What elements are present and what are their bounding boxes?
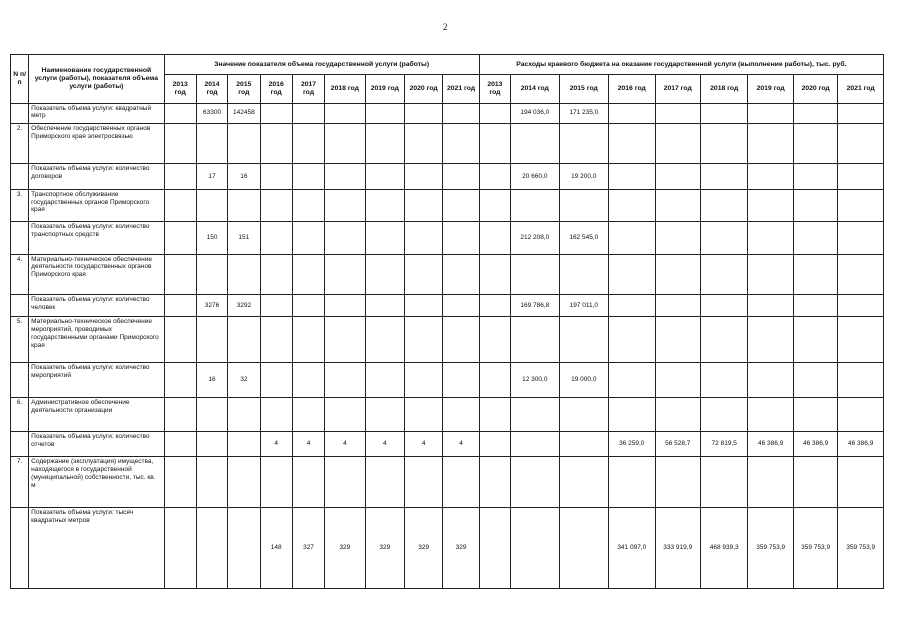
volume-cell [404, 317, 442, 363]
budget-cell: 12 300,0 [511, 363, 559, 398]
row-number: 2. [11, 123, 29, 164]
header-budget-year: 2016 год [609, 75, 655, 103]
volume-cell [228, 317, 260, 363]
budget-cell [793, 363, 837, 398]
budget-cell [479, 431, 510, 456]
budget-cell [700, 189, 747, 221]
budget-cell [609, 189, 655, 221]
volume-cell: 148 [260, 507, 292, 588]
row-number: 6. [11, 398, 29, 431]
volume-cell [443, 295, 479, 317]
table-row [11, 103, 884, 123]
budget-cell [559, 123, 609, 164]
volume-cell [365, 295, 404, 317]
row-name: Содержание (эксплуатация) имущества, находящегося в государственной (муниципальной) собственности, тыс. кв. м [29, 457, 164, 508]
header-budget-year: 2020 год [793, 75, 837, 103]
volume-cell [260, 164, 292, 189]
volume-cell [404, 222, 442, 254]
budget-cell [793, 103, 837, 123]
budget-cell [838, 398, 884, 431]
header-budget-year: 2019 год [748, 75, 793, 103]
volume-cell [292, 222, 324, 254]
header-volume-year: 2015 год [228, 75, 260, 103]
volume-cell [228, 254, 260, 295]
volume-cell [260, 295, 292, 317]
budget-cell [655, 363, 700, 398]
volume-cell [292, 363, 324, 398]
volume-cell [365, 398, 404, 431]
volume-cell [443, 189, 479, 221]
volume-cell [443, 254, 479, 295]
volume-cell [325, 123, 365, 164]
volume-cell [292, 254, 324, 295]
header-name: Наименование государственной услуги (работы), показателя объема услуги (работы) [29, 55, 164, 104]
budget-cell [559, 189, 609, 221]
volume-cell [196, 123, 227, 164]
budget-cell [793, 164, 837, 189]
volume-cell [164, 363, 196, 398]
budget-cell: 56 528,7 [655, 431, 700, 456]
volume-cell [365, 189, 404, 221]
volume-cell: 16 [196, 363, 227, 398]
header-volume-year: 2018 год [325, 75, 365, 103]
budget-cell [793, 295, 837, 317]
budget-cell [700, 295, 747, 317]
volume-cell: 16 [228, 164, 260, 189]
budget-cell [559, 507, 609, 588]
volume-cell [443, 103, 479, 123]
budget-cell [511, 507, 559, 588]
volume-cell [292, 398, 324, 431]
volume-cell: 4 [325, 431, 365, 456]
budget-cell [559, 317, 609, 363]
volume-cell [292, 164, 324, 189]
volume-cell [196, 507, 227, 588]
services-table [10, 54, 884, 589]
volume-cell [260, 123, 292, 164]
budget-cell [609, 363, 655, 398]
budget-cell: 359 753,9 [793, 507, 837, 588]
volume-cell [292, 123, 324, 164]
volume-cell [164, 164, 196, 189]
budget-cell [655, 317, 700, 363]
volume-cell: 327 [292, 507, 324, 588]
volume-cell [404, 398, 442, 431]
volume-cell: 32 [228, 363, 260, 398]
budget-cell: 19 200,0 [559, 164, 609, 189]
volume-cell [404, 103, 442, 123]
header-budget-year: 2017 год [655, 75, 700, 103]
budget-cell [609, 398, 655, 431]
volume-cell: 329 [404, 507, 442, 588]
table-row [11, 457, 884, 508]
budget-cell [655, 164, 700, 189]
volume-cell [260, 103, 292, 123]
budget-cell: 46 386,9 [838, 431, 884, 456]
budget-cell [511, 317, 559, 363]
budget-cell [511, 431, 559, 456]
header-budget-year: 2013 год [479, 75, 510, 103]
budget-cell [559, 457, 609, 508]
table-row [11, 254, 884, 295]
budget-cell [748, 222, 793, 254]
table-row [11, 295, 884, 317]
volume-cell [292, 457, 324, 508]
budget-cell [479, 164, 510, 189]
budget-cell [838, 295, 884, 317]
table-row [11, 123, 884, 164]
budget-cell [793, 222, 837, 254]
volume-cell [365, 254, 404, 295]
budget-cell [609, 222, 655, 254]
volume-cell [196, 189, 227, 221]
volume-cell [365, 317, 404, 363]
budget-cell: 20 660,0 [511, 164, 559, 189]
volume-cell [325, 189, 365, 221]
volume-cell: 4 [443, 431, 479, 456]
volume-cell [404, 363, 442, 398]
volume-cell [228, 457, 260, 508]
budget-cell [479, 222, 510, 254]
budget-cell: 333 919,9 [655, 507, 700, 588]
budget-cell [793, 398, 837, 431]
volume-cell [164, 103, 196, 123]
header-n: N п/п [11, 55, 29, 104]
volume-cell: 17 [196, 164, 227, 189]
volume-cell [292, 189, 324, 221]
budget-cell [479, 189, 510, 221]
row-name: Транспортное обслуживание государственных органов Приморского края [29, 189, 164, 221]
volume-cell: 142458 [228, 103, 260, 123]
volume-cell [404, 457, 442, 508]
budget-cell: 194 036,0 [511, 103, 559, 123]
row-name: Обеспечение государственных органов Приморского края электросвязью [29, 123, 164, 164]
budget-cell [838, 457, 884, 508]
volume-cell [404, 164, 442, 189]
row-name: Показатель объема услуги: количество отчетов [29, 431, 164, 456]
header-budget-group: Расходы краевого бюджета на оказание государственной услуги (выполнение работы), тыс. руб. [479, 55, 883, 75]
budget-cell [793, 457, 837, 508]
volume-cell [404, 295, 442, 317]
budget-cell [793, 189, 837, 221]
volume-cell [443, 457, 479, 508]
row-number [11, 507, 29, 588]
volume-cell: 329 [443, 507, 479, 588]
budget-cell: 468 939,3 [700, 507, 747, 588]
volume-cell [443, 123, 479, 164]
row-number [11, 295, 29, 317]
volume-cell [164, 295, 196, 317]
volume-cell [325, 222, 365, 254]
volume-cell [443, 164, 479, 189]
row-name: Показатель объема услуги: количество человек [29, 295, 164, 317]
row-number [11, 164, 29, 189]
volume-cell [325, 295, 365, 317]
row-number [11, 431, 29, 456]
volume-cell [365, 457, 404, 508]
budget-cell [655, 254, 700, 295]
volume-cell: 3292 [228, 295, 260, 317]
volume-cell [443, 363, 479, 398]
budget-cell [748, 398, 793, 431]
budget-cell [793, 254, 837, 295]
budget-cell: 171 235,0 [559, 103, 609, 123]
budget-cell [479, 123, 510, 164]
volume-cell [325, 363, 365, 398]
budget-cell: 359 753,9 [748, 507, 793, 588]
volume-cell: 63300 [196, 103, 227, 123]
budget-cell [793, 123, 837, 164]
volume-cell [325, 317, 365, 363]
volume-cell [196, 254, 227, 295]
volume-cell [260, 317, 292, 363]
row-number [11, 222, 29, 254]
volume-cell [228, 507, 260, 588]
volume-cell [164, 431, 196, 456]
budget-cell [748, 164, 793, 189]
budget-cell [838, 363, 884, 398]
header-volume-year: 2014 год [196, 75, 227, 103]
header-volume-year: 2016 год [260, 75, 292, 103]
budget-cell [511, 254, 559, 295]
table-row [11, 431, 884, 456]
volume-cell [292, 295, 324, 317]
budget-cell: 359 753,9 [838, 507, 884, 588]
table-row [11, 317, 884, 363]
budget-cell [479, 457, 510, 508]
budget-cell [748, 317, 793, 363]
budget-cell [700, 457, 747, 508]
budget-cell [609, 164, 655, 189]
budget-cell [511, 189, 559, 221]
header-row-groups [11, 55, 884, 75]
volume-cell [196, 317, 227, 363]
volume-cell [164, 317, 196, 363]
row-number [11, 363, 29, 398]
volume-cell: 329 [325, 507, 365, 588]
budget-cell [609, 317, 655, 363]
budget-cell [559, 431, 609, 456]
table-row [11, 398, 884, 431]
row-name: Административное обеспечение деятельности организации [29, 398, 164, 431]
budget-cell [700, 222, 747, 254]
row-name: Показатель объема услуги: количество мероприятий [29, 363, 164, 398]
header-volume-year: 2020 год [404, 75, 442, 103]
volume-cell [164, 457, 196, 508]
volume-cell [228, 398, 260, 431]
budget-cell: 46 386,9 [793, 431, 837, 456]
volume-cell [443, 222, 479, 254]
budget-cell [479, 363, 510, 398]
volume-cell [260, 457, 292, 508]
header-volume-year: 2013 год [164, 75, 196, 103]
header-budget-year: 2015 год [559, 75, 609, 103]
header-volume-year: 2019 год [365, 75, 404, 103]
row-number [11, 103, 29, 123]
budget-cell [838, 103, 884, 123]
budget-cell [655, 123, 700, 164]
row-name: Показатель объема услуги: квадратный метр [29, 103, 164, 123]
budget-cell [748, 123, 793, 164]
volume-cell: 4 [404, 431, 442, 456]
budget-cell [700, 123, 747, 164]
volume-cell [260, 363, 292, 398]
volume-cell [365, 222, 404, 254]
table-row [11, 164, 884, 189]
row-name: Показатель объема услуги: количество транспортных средств [29, 222, 164, 254]
budget-cell: 46 386,9 [748, 431, 793, 456]
row-number: 3. [11, 189, 29, 221]
budget-cell [838, 254, 884, 295]
row-name: Материально-техническое обеспечение мероприятий, проводимых государственными органами Приморского края [29, 317, 164, 363]
budget-cell [511, 123, 559, 164]
volume-cell [443, 398, 479, 431]
volume-cell [164, 222, 196, 254]
volume-cell: 4 [365, 431, 404, 456]
budget-cell [655, 457, 700, 508]
volume-cell [260, 254, 292, 295]
budget-cell: 72 819,5 [700, 431, 747, 456]
row-name: Показатель объема услуги: тысяч квадратных метров [29, 507, 164, 588]
budget-cell: 162 545,0 [559, 222, 609, 254]
volume-cell [404, 123, 442, 164]
row-number: 7. [11, 457, 29, 508]
header-budget-year: 2014 год [511, 75, 559, 103]
volume-cell [228, 431, 260, 456]
table-row [11, 507, 884, 588]
header-volume-year: 2021 год [443, 75, 479, 103]
volume-cell [325, 164, 365, 189]
budget-cell [479, 317, 510, 363]
volume-cell [164, 123, 196, 164]
volume-cell [365, 123, 404, 164]
header-budget-year: 2018 год [700, 75, 747, 103]
budget-cell [838, 317, 884, 363]
header-budget-year: 2021 год [838, 75, 884, 103]
volume-cell: 4 [260, 431, 292, 456]
budget-cell [479, 507, 510, 588]
budget-cell [609, 295, 655, 317]
budget-cell [700, 317, 747, 363]
budget-cell: 197 011,0 [559, 295, 609, 317]
budget-cell: 19 000,0 [559, 363, 609, 398]
budget-cell [700, 254, 747, 295]
volume-cell: 151 [228, 222, 260, 254]
volume-cell [292, 317, 324, 363]
volume-cell [164, 507, 196, 588]
budget-cell [700, 164, 747, 189]
budget-cell [748, 363, 793, 398]
volume-cell: 3276 [196, 295, 227, 317]
budget-cell [559, 254, 609, 295]
row-name: Показатель объема услуги: количество договоров [29, 164, 164, 189]
budget-cell [609, 103, 655, 123]
volume-cell [196, 457, 227, 508]
table-row [11, 189, 884, 221]
row-number: 5. [11, 317, 29, 363]
table-row [11, 222, 884, 254]
budget-cell [511, 457, 559, 508]
budget-cell [793, 317, 837, 363]
volume-cell [325, 398, 365, 431]
budget-cell [479, 103, 510, 123]
volume-cell: 4 [292, 431, 324, 456]
volume-cell [260, 222, 292, 254]
volume-cell [325, 103, 365, 123]
row-number: 4. [11, 254, 29, 295]
budget-cell: 169 786,8 [511, 295, 559, 317]
budget-cell [838, 123, 884, 164]
volume-cell: 150 [196, 222, 227, 254]
budget-cell [838, 164, 884, 189]
budget-cell [559, 398, 609, 431]
budget-cell [655, 103, 700, 123]
volume-cell [292, 103, 324, 123]
volume-cell [404, 189, 442, 221]
volume-cell [443, 317, 479, 363]
volume-cell [228, 189, 260, 221]
table-row [11, 363, 884, 398]
budget-cell [511, 398, 559, 431]
volume-cell [228, 123, 260, 164]
budget-cell: 36 259,0 [609, 431, 655, 456]
volume-cell [365, 164, 404, 189]
budget-cell [748, 189, 793, 221]
budget-cell [655, 189, 700, 221]
budget-cell: 341 097,0 [609, 507, 655, 588]
budget-cell [609, 254, 655, 295]
header-volume-group: Значение показателя объема государственной услуги (работы) [164, 55, 479, 75]
volume-cell: 329 [365, 507, 404, 588]
budget-cell [700, 103, 747, 123]
volume-cell [260, 398, 292, 431]
volume-cell [365, 363, 404, 398]
budget-cell [479, 295, 510, 317]
volume-cell [164, 254, 196, 295]
budget-cell [700, 363, 747, 398]
budget-cell [748, 103, 793, 123]
budget-cell [838, 222, 884, 254]
budget-cell [838, 189, 884, 221]
budget-cell [479, 254, 510, 295]
budget-cell [655, 398, 700, 431]
budget-cell: 212 208,0 [511, 222, 559, 254]
budget-cell [655, 295, 700, 317]
budget-cell [609, 123, 655, 164]
volume-cell [325, 254, 365, 295]
volume-cell [325, 457, 365, 508]
volume-cell [365, 103, 404, 123]
volume-cell [196, 431, 227, 456]
volume-cell [404, 254, 442, 295]
budget-cell [479, 398, 510, 431]
budget-cell [748, 254, 793, 295]
page-number: 2 [443, 22, 448, 32]
volume-cell [260, 189, 292, 221]
budget-cell [748, 457, 793, 508]
header-volume-year: 2017 год [292, 75, 324, 103]
budget-cell [655, 222, 700, 254]
budget-cell [609, 457, 655, 508]
volume-cell [164, 189, 196, 221]
row-name: Материально-техническое обеспечение деятельности государственных органов Приморского края [29, 254, 164, 295]
budget-cell [700, 398, 747, 431]
volume-cell [196, 398, 227, 431]
budget-cell [748, 295, 793, 317]
volume-cell [164, 398, 196, 431]
